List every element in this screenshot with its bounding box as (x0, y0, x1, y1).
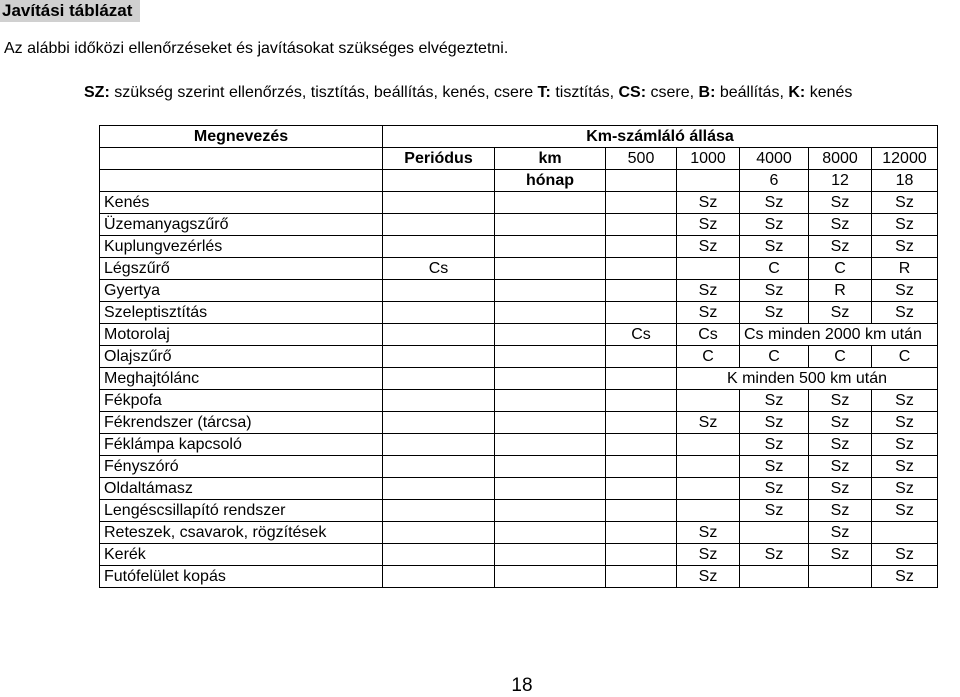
item-name: Kerék (100, 544, 383, 566)
table-cell (495, 478, 606, 500)
table-cell-note: Cs minden 2000 km után (740, 324, 938, 346)
item-name: Oldaltámasz (100, 478, 383, 500)
item-name: Lengéscsillapító rendszer (100, 500, 383, 522)
item-name: Futófelület kopás (100, 566, 383, 588)
table-cell (495, 500, 606, 522)
table-cell (495, 324, 606, 346)
table-cell (495, 456, 606, 478)
table-cell: Cs (383, 258, 495, 280)
table-cell: Sz (677, 214, 740, 236)
item-name: Kuplungvezérlés (100, 236, 383, 258)
table-cell (606, 192, 677, 214)
table-cell: Sz (740, 412, 809, 434)
table-cell: Sz (740, 434, 809, 456)
table-cell: Sz (809, 544, 872, 566)
table-cell (495, 258, 606, 280)
table-row (100, 324, 938, 346)
table-cell (677, 456, 740, 478)
table-cell: Sz (809, 236, 872, 258)
table-cell: Sz (740, 236, 809, 258)
table-cell (383, 456, 495, 478)
table-cell: Sz (872, 500, 938, 522)
table-cell (383, 368, 495, 390)
table-cell: Sz (677, 566, 740, 588)
item-name: Meghajtólánc (100, 368, 383, 390)
legend-text: csere, (650, 84, 695, 101)
table-cell (606, 368, 677, 390)
table-row (100, 280, 938, 302)
table-cell (495, 302, 606, 324)
table-cell (383, 412, 495, 434)
table-cell: Cs (606, 324, 677, 346)
table-cell: Sz (740, 280, 809, 302)
table-cell: C (740, 346, 809, 368)
month-value: 12 (809, 170, 872, 192)
maintenance-table (99, 125, 938, 588)
table-cell: Sz (809, 522, 872, 544)
header-blank (100, 148, 383, 170)
table-cell (606, 280, 677, 302)
table-cell (383, 324, 495, 346)
table-row (100, 544, 938, 566)
table-cell: Sz (872, 566, 938, 588)
table-cell (495, 544, 606, 566)
table-row (100, 302, 938, 324)
table-cell: C (740, 258, 809, 280)
period-label: Periódus (383, 148, 495, 170)
table-cell (383, 500, 495, 522)
item-name: Motorolaj (100, 324, 383, 346)
item-name: Légszűrő (100, 258, 383, 280)
page-title: Javítási táblázat (0, 0, 140, 22)
item-name: Fényszóró (100, 456, 383, 478)
header-blank (383, 170, 495, 192)
table-row (100, 456, 938, 478)
km-value: 8000 (809, 148, 872, 170)
name-header: Megnevezés (100, 126, 383, 148)
table-cell: Sz (809, 456, 872, 478)
item-name: Féklámpa kapcsoló (100, 434, 383, 456)
legend-line (84, 84, 852, 102)
page-number: 18 (511, 675, 533, 696)
table-cell (606, 566, 677, 588)
table-cell (495, 522, 606, 544)
table-cell: Sz (872, 302, 938, 324)
table-cell: Sz (740, 456, 809, 478)
legend-text: szükség szerint ellenőrzés, tisztítás, beállítás, kenés, csere (114, 84, 534, 101)
table-cell: Sz (872, 456, 938, 478)
table-cell (383, 192, 495, 214)
table-cell (606, 544, 677, 566)
table-cell (740, 566, 809, 588)
table-row (100, 390, 938, 412)
table-cell: Sz (677, 192, 740, 214)
item-name: Üzemanyagszűrő (100, 214, 383, 236)
table-cell: Sz (677, 302, 740, 324)
table-cell: C (872, 346, 938, 368)
table-cell (383, 302, 495, 324)
table-cell: Sz (809, 412, 872, 434)
table-cell (383, 566, 495, 588)
table-cell (606, 478, 677, 500)
table-cell (606, 258, 677, 280)
table-cell (606, 390, 677, 412)
table-cell: C (677, 346, 740, 368)
table-cell: Sz (872, 478, 938, 500)
km-label: km (495, 148, 606, 170)
legend-code: CS: (618, 84, 647, 101)
table-cell (606, 346, 677, 368)
table-cell: Sz (809, 302, 872, 324)
table-cell (495, 412, 606, 434)
item-name: Kenés (100, 192, 383, 214)
header-blank (100, 170, 383, 192)
table-cell: Sz (677, 522, 740, 544)
header-blank (606, 170, 677, 192)
table-cell (606, 214, 677, 236)
table-cell: Sz (809, 500, 872, 522)
km-value: 4000 (740, 148, 809, 170)
legend-text: tisztítás, (555, 84, 615, 101)
item-name: Gyertya (100, 280, 383, 302)
table-cell: Sz (809, 192, 872, 214)
table-cell (495, 214, 606, 236)
table-cell (383, 280, 495, 302)
table-cell (495, 280, 606, 302)
table-cell: Sz (872, 214, 938, 236)
table-row (100, 368, 938, 390)
table-row (100, 522, 938, 544)
table-cell: Sz (872, 236, 938, 258)
table-row (100, 412, 938, 434)
header-row-km (100, 148, 938, 170)
item-name: Fékpofa (100, 390, 383, 412)
table-cell (606, 434, 677, 456)
legend-code: SZ: (84, 84, 110, 101)
legend-text: kenés (809, 84, 853, 101)
table-cell: Sz (677, 280, 740, 302)
table-cell: Sz (677, 236, 740, 258)
table-cell: Sz (872, 192, 938, 214)
table-cell: C (809, 258, 872, 280)
table-cell: Sz (809, 390, 872, 412)
table-cell: Sz (872, 412, 938, 434)
intro-text: Az alábbi időközi ellenőrzéseket és javításokat szükséges elvégeztetni. (4, 40, 509, 57)
table-cell (606, 500, 677, 522)
table-cell: C (809, 346, 872, 368)
table-row (100, 434, 938, 456)
legend-code: T: (537, 84, 551, 101)
table-cell (677, 500, 740, 522)
legend-code: K: (788, 84, 806, 101)
table-cell: Sz (809, 214, 872, 236)
table-cell: Sz (872, 390, 938, 412)
month-label: hónap (495, 170, 606, 192)
table-cell: Sz (740, 192, 809, 214)
table-cell (606, 302, 677, 324)
table-cell: Sz (740, 390, 809, 412)
table-row (100, 192, 938, 214)
table-cell (383, 390, 495, 412)
table-cell (809, 566, 872, 588)
table-cell (383, 478, 495, 500)
table-cell: Sz (809, 478, 872, 500)
item-name: Szeleptisztítás (100, 302, 383, 324)
item-name: Fékrendszer (tárcsa) (100, 412, 383, 434)
table-cell (495, 192, 606, 214)
table-row (100, 478, 938, 500)
table-cell (383, 522, 495, 544)
table-cell (495, 346, 606, 368)
table-cell (495, 390, 606, 412)
table-cell (606, 522, 677, 544)
month-value: 18 (872, 170, 938, 192)
km-header: Km-számláló állása (383, 126, 938, 148)
km-value: 12000 (872, 148, 938, 170)
table-cell: Cs (677, 324, 740, 346)
legend-text: beállítás, (719, 84, 784, 101)
table-row (100, 566, 938, 588)
header-blank (677, 170, 740, 192)
table-cell (495, 566, 606, 588)
table-cell: Sz (809, 434, 872, 456)
header-row-1 (100, 126, 938, 148)
header-row-month (100, 170, 938, 192)
table-cell: Sz (740, 500, 809, 522)
table-row (100, 236, 938, 258)
table-cell: Sz (740, 544, 809, 566)
table-cell: Sz (872, 544, 938, 566)
table-row (100, 258, 938, 280)
table-cell (495, 236, 606, 258)
table-cell (740, 522, 809, 544)
table-row (100, 500, 938, 522)
table-cell: Sz (677, 544, 740, 566)
km-value: 500 (606, 148, 677, 170)
table-cell (383, 346, 495, 368)
table-cell: Sz (740, 302, 809, 324)
table-cell: R (872, 258, 938, 280)
table-cell-note: K minden 500 km után (677, 368, 938, 390)
table-cell (677, 390, 740, 412)
table-cell (606, 412, 677, 434)
table-row (100, 214, 938, 236)
table-cell: Sz (872, 434, 938, 456)
table-cell (383, 214, 495, 236)
km-value: 1000 (677, 148, 740, 170)
table-cell (383, 544, 495, 566)
table-cell (606, 456, 677, 478)
table-cell: Sz (872, 280, 938, 302)
table-cell (677, 434, 740, 456)
table-cell (383, 434, 495, 456)
table-cell: Sz (740, 478, 809, 500)
item-name: Reteszek, csavarok, rögzítések (100, 522, 383, 544)
legend-code: B: (698, 84, 716, 101)
table-cell (495, 368, 606, 390)
table-cell (383, 236, 495, 258)
table-cell (872, 522, 938, 544)
table-cell: Sz (677, 412, 740, 434)
table-cell (677, 258, 740, 280)
item-name: Olajszűrő (100, 346, 383, 368)
table-cell (677, 478, 740, 500)
month-value: 6 (740, 170, 809, 192)
table-cell: R (809, 280, 872, 302)
table-cell (606, 236, 677, 258)
table-cell: Sz (740, 214, 809, 236)
table-cell (495, 434, 606, 456)
table-row (100, 346, 938, 368)
